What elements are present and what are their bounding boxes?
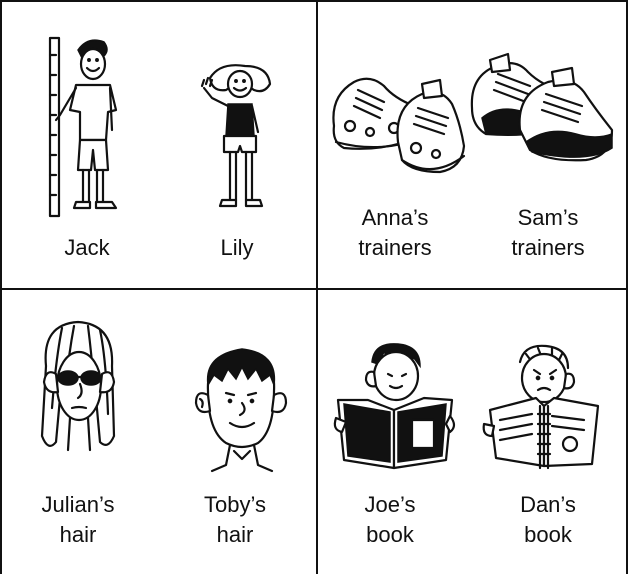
label-toby-hair: Toby’s hair [204,492,266,547]
label-sam-trainers: Sam’s trainers [511,205,585,260]
julian-hair-picture [22,318,132,468]
label-julian-hair: Julian’s hair [41,492,115,547]
sam-trainers-picture [468,48,618,178]
label-jack: Jack [64,235,110,260]
lily-picture [190,60,290,220]
label-lily: Lily [220,235,254,260]
joe-book-picture [334,340,459,475]
dan-book-picture [480,340,605,475]
anna-trainers-picture [324,56,469,186]
jack-picture [40,30,140,220]
toby-hair-picture [186,345,296,475]
label-joe-book: Joe’s book [364,492,416,547]
label-anna-trainers: Anna’s trainers [358,205,432,260]
label-dan-book: Dan’s book [520,492,576,547]
